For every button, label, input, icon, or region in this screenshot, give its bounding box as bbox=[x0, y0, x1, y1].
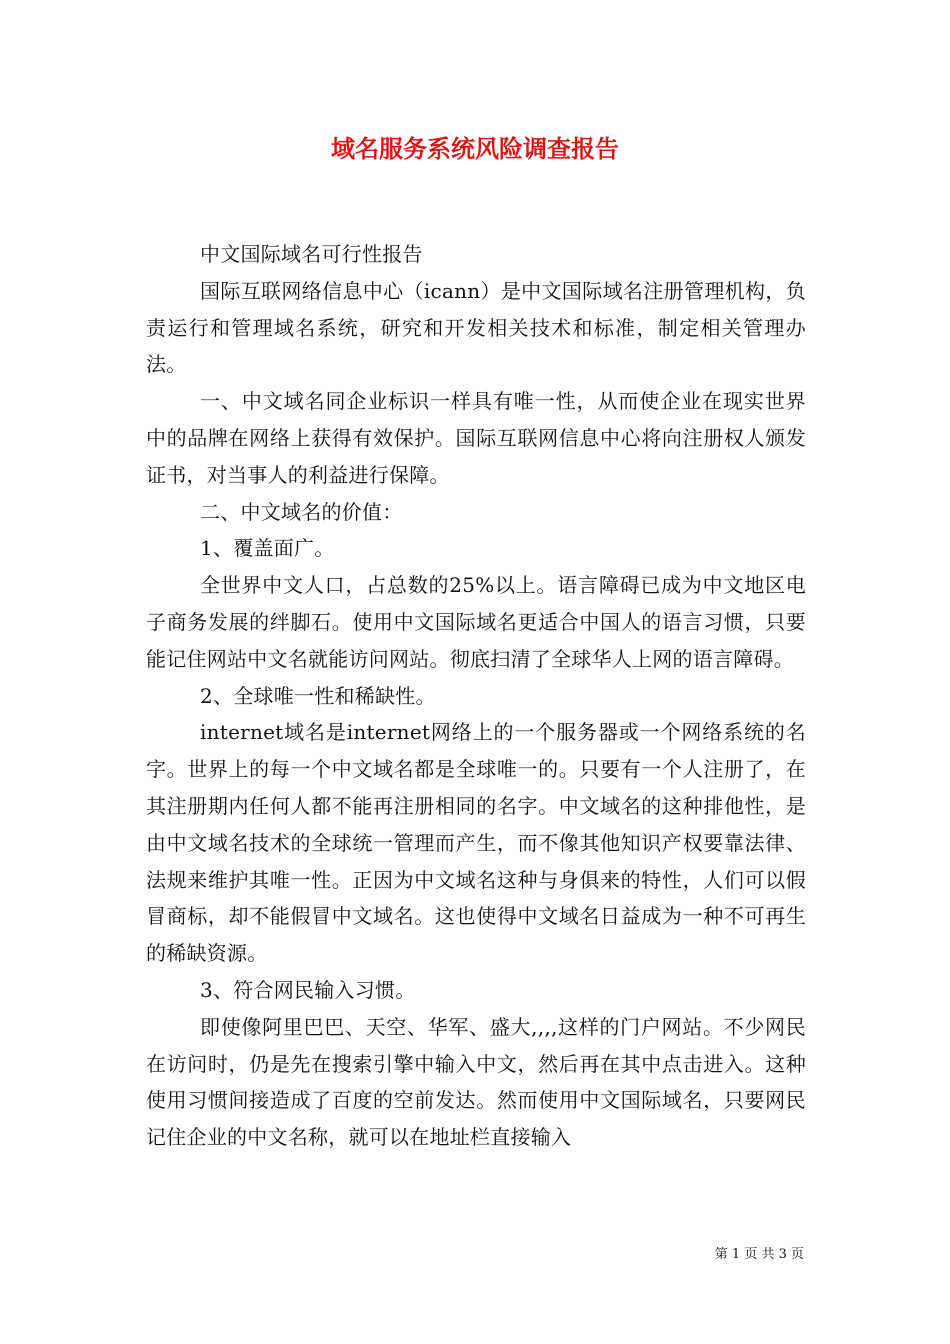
paragraph-item-3-heading: 3、符合网民输入习惯。 bbox=[200, 977, 416, 1002]
paragraph-subtitle: 中文国际域名可行性报告 bbox=[200, 242, 423, 266]
paragraph-intro: 国际互联网络信息中心（icann）是中文国际域名注册管理机构，负责运行和管理域名系统，研究和开发相关技术和标准，制定相关管理办法。 bbox=[146, 278, 806, 377]
page-number: 第 1 页 共 3 页 bbox=[714, 1247, 804, 1262]
document-body bbox=[146, 236, 806, 1156]
paragraph-item-2-body: internet域名是internet网络上的一个服务器或一个网络系统的名字。世界上的每一个中文域名都是全球唯一的。只要有一个人注册了，在其注册期内任何人都不能再注册相同的名字。中文域名的这种排他性，是由中文域名技术的全球统一管理而产生，而不像其他知识产权要靠法律、法规来维护其唯一性。正因为中文域名这种与身俱来的特性，人们可以假冒商标，却不能假冒中文域名。这也使得中文域名日益成为一种不可再生的稀缺资源。 bbox=[146, 720, 806, 966]
document-title: 域名服务系统风险调查报告 bbox=[331, 134, 619, 163]
paragraph-item-1-heading: 1、覆盖面广。 bbox=[200, 536, 335, 561]
paragraph-section-two-heading: 二、中文域名的价值： bbox=[200, 499, 403, 524]
paragraph-item-2-heading: 2、全球唯一性和稀缺性。 bbox=[200, 683, 436, 708]
paragraph-item-1-body: 全世界中文人口，占总数的25%以上。语言障碍已成为中文地区电子商务发展的绊脚石。使用中文国际域名更适合中国人的语言习惯，只要能记住网站中文名就能访问网站。彻底扫清了全球华人上网的语言障碍。 bbox=[146, 573, 806, 671]
paragraph-item-3-body: 即使像阿里巴巴、天空、华军、盛大,,,,这样的门户网站。不少网民在访问时，仍是先在搜索引擎中输入中文，然后再在其中点击进入。这种使用习惯间接造成了百度的空前发达。然而使用中文国际域名，只要网民记住企业的中文名称，就可以在地址栏直接输入 bbox=[146, 1014, 806, 1150]
paragraph-section-one: 一、中文域名同企业标识一样具有唯一性，从而使企业在现实世界中的品牌在网络上获得有效保护。国际互联网信息中心将向注册权人颁发证书，对当事人的利益进行保障。 bbox=[146, 389, 806, 487]
